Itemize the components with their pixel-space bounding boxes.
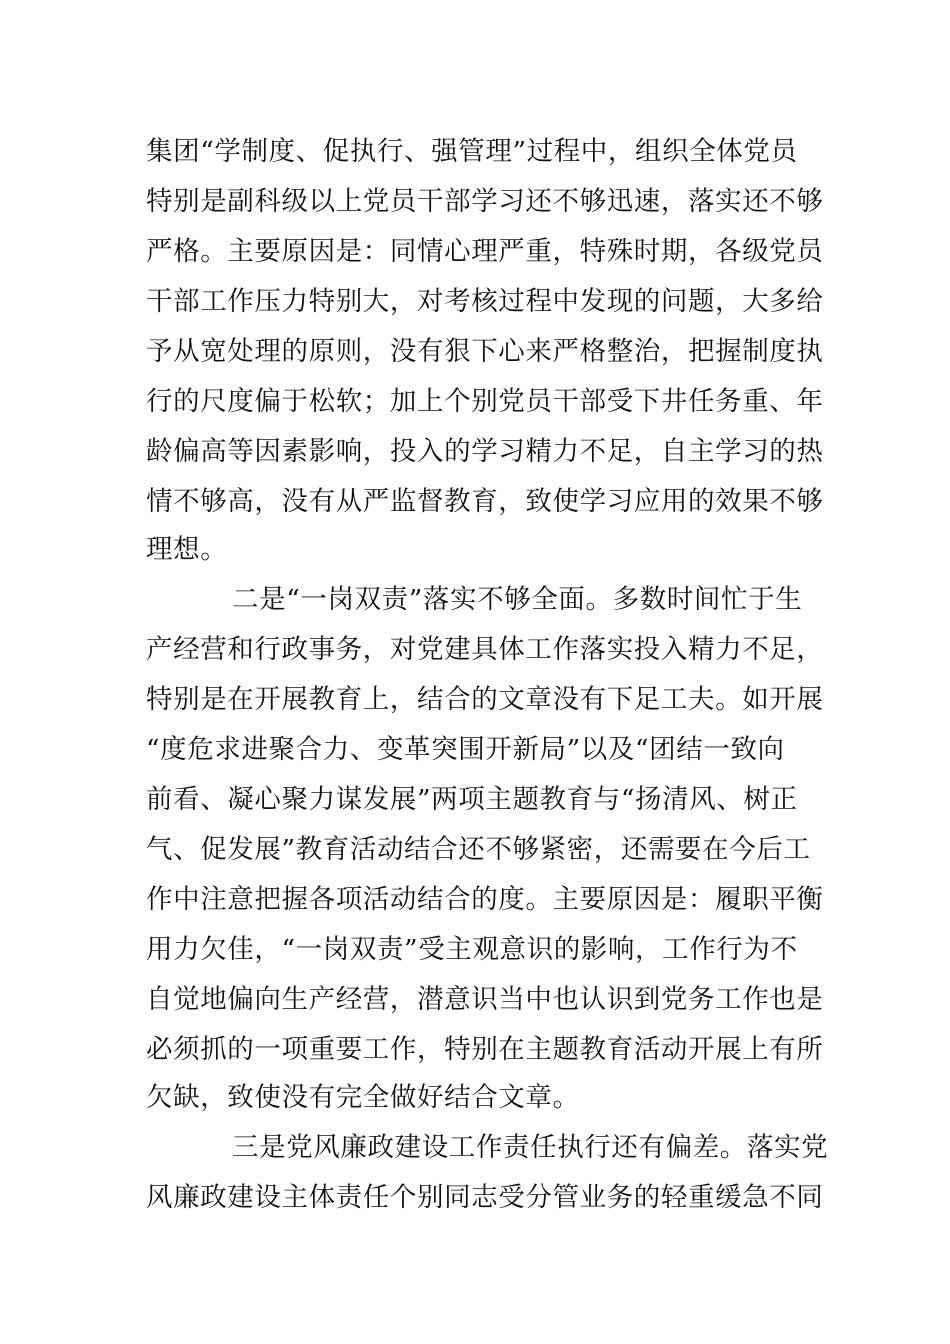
paragraph-3-line-1: 三是党风廉政建设工作责任执行还有偏差。落实党 — [232, 1132, 829, 1163]
paragraph-1-line-3: 严格。主要原因是：同情心理严重，特殊时期，各级党员 — [146, 236, 824, 267]
paragraph-1-line-1: 集团“学制度、促执行、强管理”过程中，组织全体党员 — [146, 136, 798, 167]
paragraph-1-line-6: 行的尺度偏于松软；加上个别党员干部受下井任务重、年 — [146, 386, 824, 417]
paragraph-2-line-3: 特别是在开展教育上，结合的文章没有下足工夫。如开展 — [146, 684, 824, 715]
paragraph-2-line-8: 用力欠佳，“一岗双责”受主观意识的影响，工作行为不 — [146, 934, 798, 965]
paragraph-2-line-4: “度危求进聚合力、变革突围开新局”以及“团结一致向 — [146, 734, 785, 765]
paragraph-1-line-4: 干部工作压力特别大，对考核过程中发现的问题，大多给 — [146, 286, 824, 317]
paragraph-2-line-9: 自觉地偏向生产经营，潜意识当中也认识到党务工作也是 — [146, 984, 824, 1015]
paragraph-3-line-2: 风廉政建设主体责任个别同志受分管业务的轻重缓急不同 — [146, 1182, 824, 1213]
paragraph-2-line-1: 二是“一岗双责”落实不够全面。多数时间忙于生 — [232, 584, 803, 615]
paragraph-2-line-11: 欠缺，致使没有完全做好结合文章。 — [146, 1082, 580, 1113]
paragraph-2-line-10: 必须抓的一项重要工作，特别在主题教育活动开展上有所 — [146, 1034, 824, 1065]
paragraph-1-line-2: 特别是副科级以上党员干部学习还不够迅速，落实还不够 — [146, 186, 824, 217]
paragraph-2-line-2: 产经营和行政事务，对党建具体工作落实投入精力不足， — [146, 634, 824, 665]
paragraph-1-line-8: 情不够高，没有从严监督教育，致使学习应用的效果不够 — [146, 486, 824, 517]
paragraph-2-line-5: 前看、凝心聚力谋发展”两项主题教育与“扬清风、树正 — [146, 784, 798, 815]
paragraph-2-line-7: 作中注意把握各项活动结合的度。主要原因是：履职平衡 — [146, 884, 824, 915]
paragraph-1-line-5: 予从宽处理的原则，没有狠下心来严格整治，把握制度执 — [146, 336, 824, 367]
paragraph-1-line-9: 理想。 — [146, 534, 228, 565]
paragraph-1-line-7: 龄偏高等因素影响，投入的学习精力不足，自主学习的热 — [146, 436, 824, 467]
paragraph-2-line-6: 气、促发展”教育活动结合还不够紧密，还需要在今后工 — [146, 834, 811, 865]
